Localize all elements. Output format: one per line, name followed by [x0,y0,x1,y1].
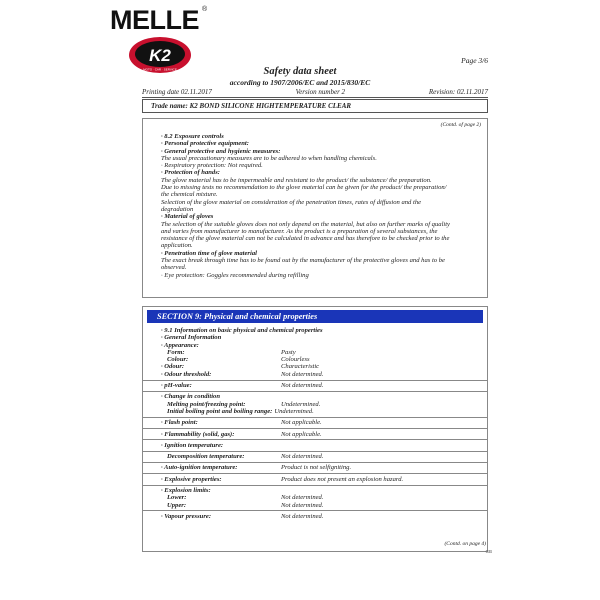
table-row: Initial boiling point and boiling range: Undetermined. [167,407,314,415]
table-row: · Vapour pressure: Not determined. [161,512,324,520]
table-row: Lower: Not determined. [167,494,324,502]
text-line: · Respiratory protection: Not required. [161,162,263,170]
section-8-content [161,133,481,279]
divider [143,473,487,474]
table-row: Decomposition temperature: Not determined. [167,453,324,461]
text-line: · 8.2 Exposure controls [161,133,224,140]
text-line: · Protection of hands: [161,169,220,177]
text-line: resistance of the glove material can not be calculated in advance and has therefore to be checked prior to the [161,235,450,243]
divider [143,391,487,392]
text-line: The glove material has to be impermeable and resistant to the product/ the substance/ the preparation. [161,176,432,184]
general-info: · General Information [161,334,222,342]
divider [143,510,487,511]
contd-on-next: (Contd. on page 4) [444,541,486,547]
revision-date: Revision: 02.11.2017 [428,88,488,96]
text-line: · Penetration time of glove material [161,249,257,257]
section-9-heading: SECTION 9: Physical and chemical properties [147,310,483,323]
text-line: The selection of the suitable gloves does not only depend on the material, but also on further marks of quality [161,220,450,228]
divider [143,428,487,429]
table-row: Upper: Not determined. [167,501,324,509]
divider [143,485,487,486]
registered-mark: ® [202,6,208,13]
table-row: · Explosive properties: Product does not present an explosion hazard. [161,475,404,483]
divider [143,451,487,452]
text-line: observed. [161,264,187,272]
table-row: · Flammability (solid, gas): Not applicable. [161,430,322,438]
page-number: Page 3/6 [461,56,488,65]
text-line: The exact break through time has to be found out by the manufacturer of the protective gloves and has to be [161,257,445,265]
text-line: · Eye protection: Goggles recommended during refilling [161,271,309,279]
text-line: the chemical mixture. [161,191,218,199]
properties-table [161,327,481,520]
text-line: · General protective and hygienic measures: [161,147,281,155]
divider [143,417,487,418]
document-subtitle: according to 1907/2006/EC and 2015/830/EC [229,78,371,87]
table-row: · Odour: Characteristic [161,363,320,371]
table-row: · Ignition temperature: [161,441,224,449]
section-8-box [142,118,488,298]
text-line: · Material of gloves [161,213,214,221]
table-row: Colour: Colourless [167,356,310,364]
divider [143,462,487,463]
contd-from: (Contd. of page 2) [440,122,481,128]
melle-wordmark: MELLE [110,5,199,35]
table-row: Form: Pasty [167,348,296,356]
section-9-box [142,306,488,552]
trade-name: Trade name: K2 BOND SILICONE HIGHTEMPERATURE CLEAR [142,99,488,113]
document-title: Safety data sheet [263,66,337,77]
divider [143,439,487,440]
version-number: Version number 2 [295,88,346,96]
printing-date: Printing date 02.11.2017 [142,88,212,96]
divider [143,380,487,381]
svg-text:MOTO · CAR · SERVICE: MOTO · CAR · SERVICE [143,67,177,72]
document-meta [142,88,488,96]
text-line: Due to missing tests no recommendation to the glove material can be given for the product/ the preparation/ [161,184,447,192]
appearance-label: · Appearance: [161,341,199,349]
table-row: · Auto-ignition temperature: Product is not selfigniting. [161,464,352,472]
text-line: application. [161,242,193,250]
table-row: · Change in condition [161,393,220,401]
text-line: Selection of the glove material on consideration of the penetration times, rates of diffusion and the [161,198,422,206]
text-line: and varies from manufacturer to manufacturer. As the product is a preparation of several substances, the [161,227,438,235]
divider [142,97,488,98]
table-row: · Flash point: Not applicable. [161,419,322,427]
table-row: · Odour threshold: Not determined. [161,370,324,378]
svg-text:K2: K2 [149,46,171,65]
table-row: Melting point/freezing point: Undetermined. [167,400,321,408]
text-line: The usual precautionary measures are to be adhered to when handling chemicals. [161,154,377,162]
text-line: · Personal protective equipment: [161,140,249,148]
table-row: · pH-value: Not determined. [161,382,324,390]
table-row: · Explosion limits: [161,487,211,495]
text-line: degradation [161,205,194,213]
country-code: GB [485,549,492,554]
info-heading: · 9.1 Information on basic physical and chemical properties [161,327,323,334]
